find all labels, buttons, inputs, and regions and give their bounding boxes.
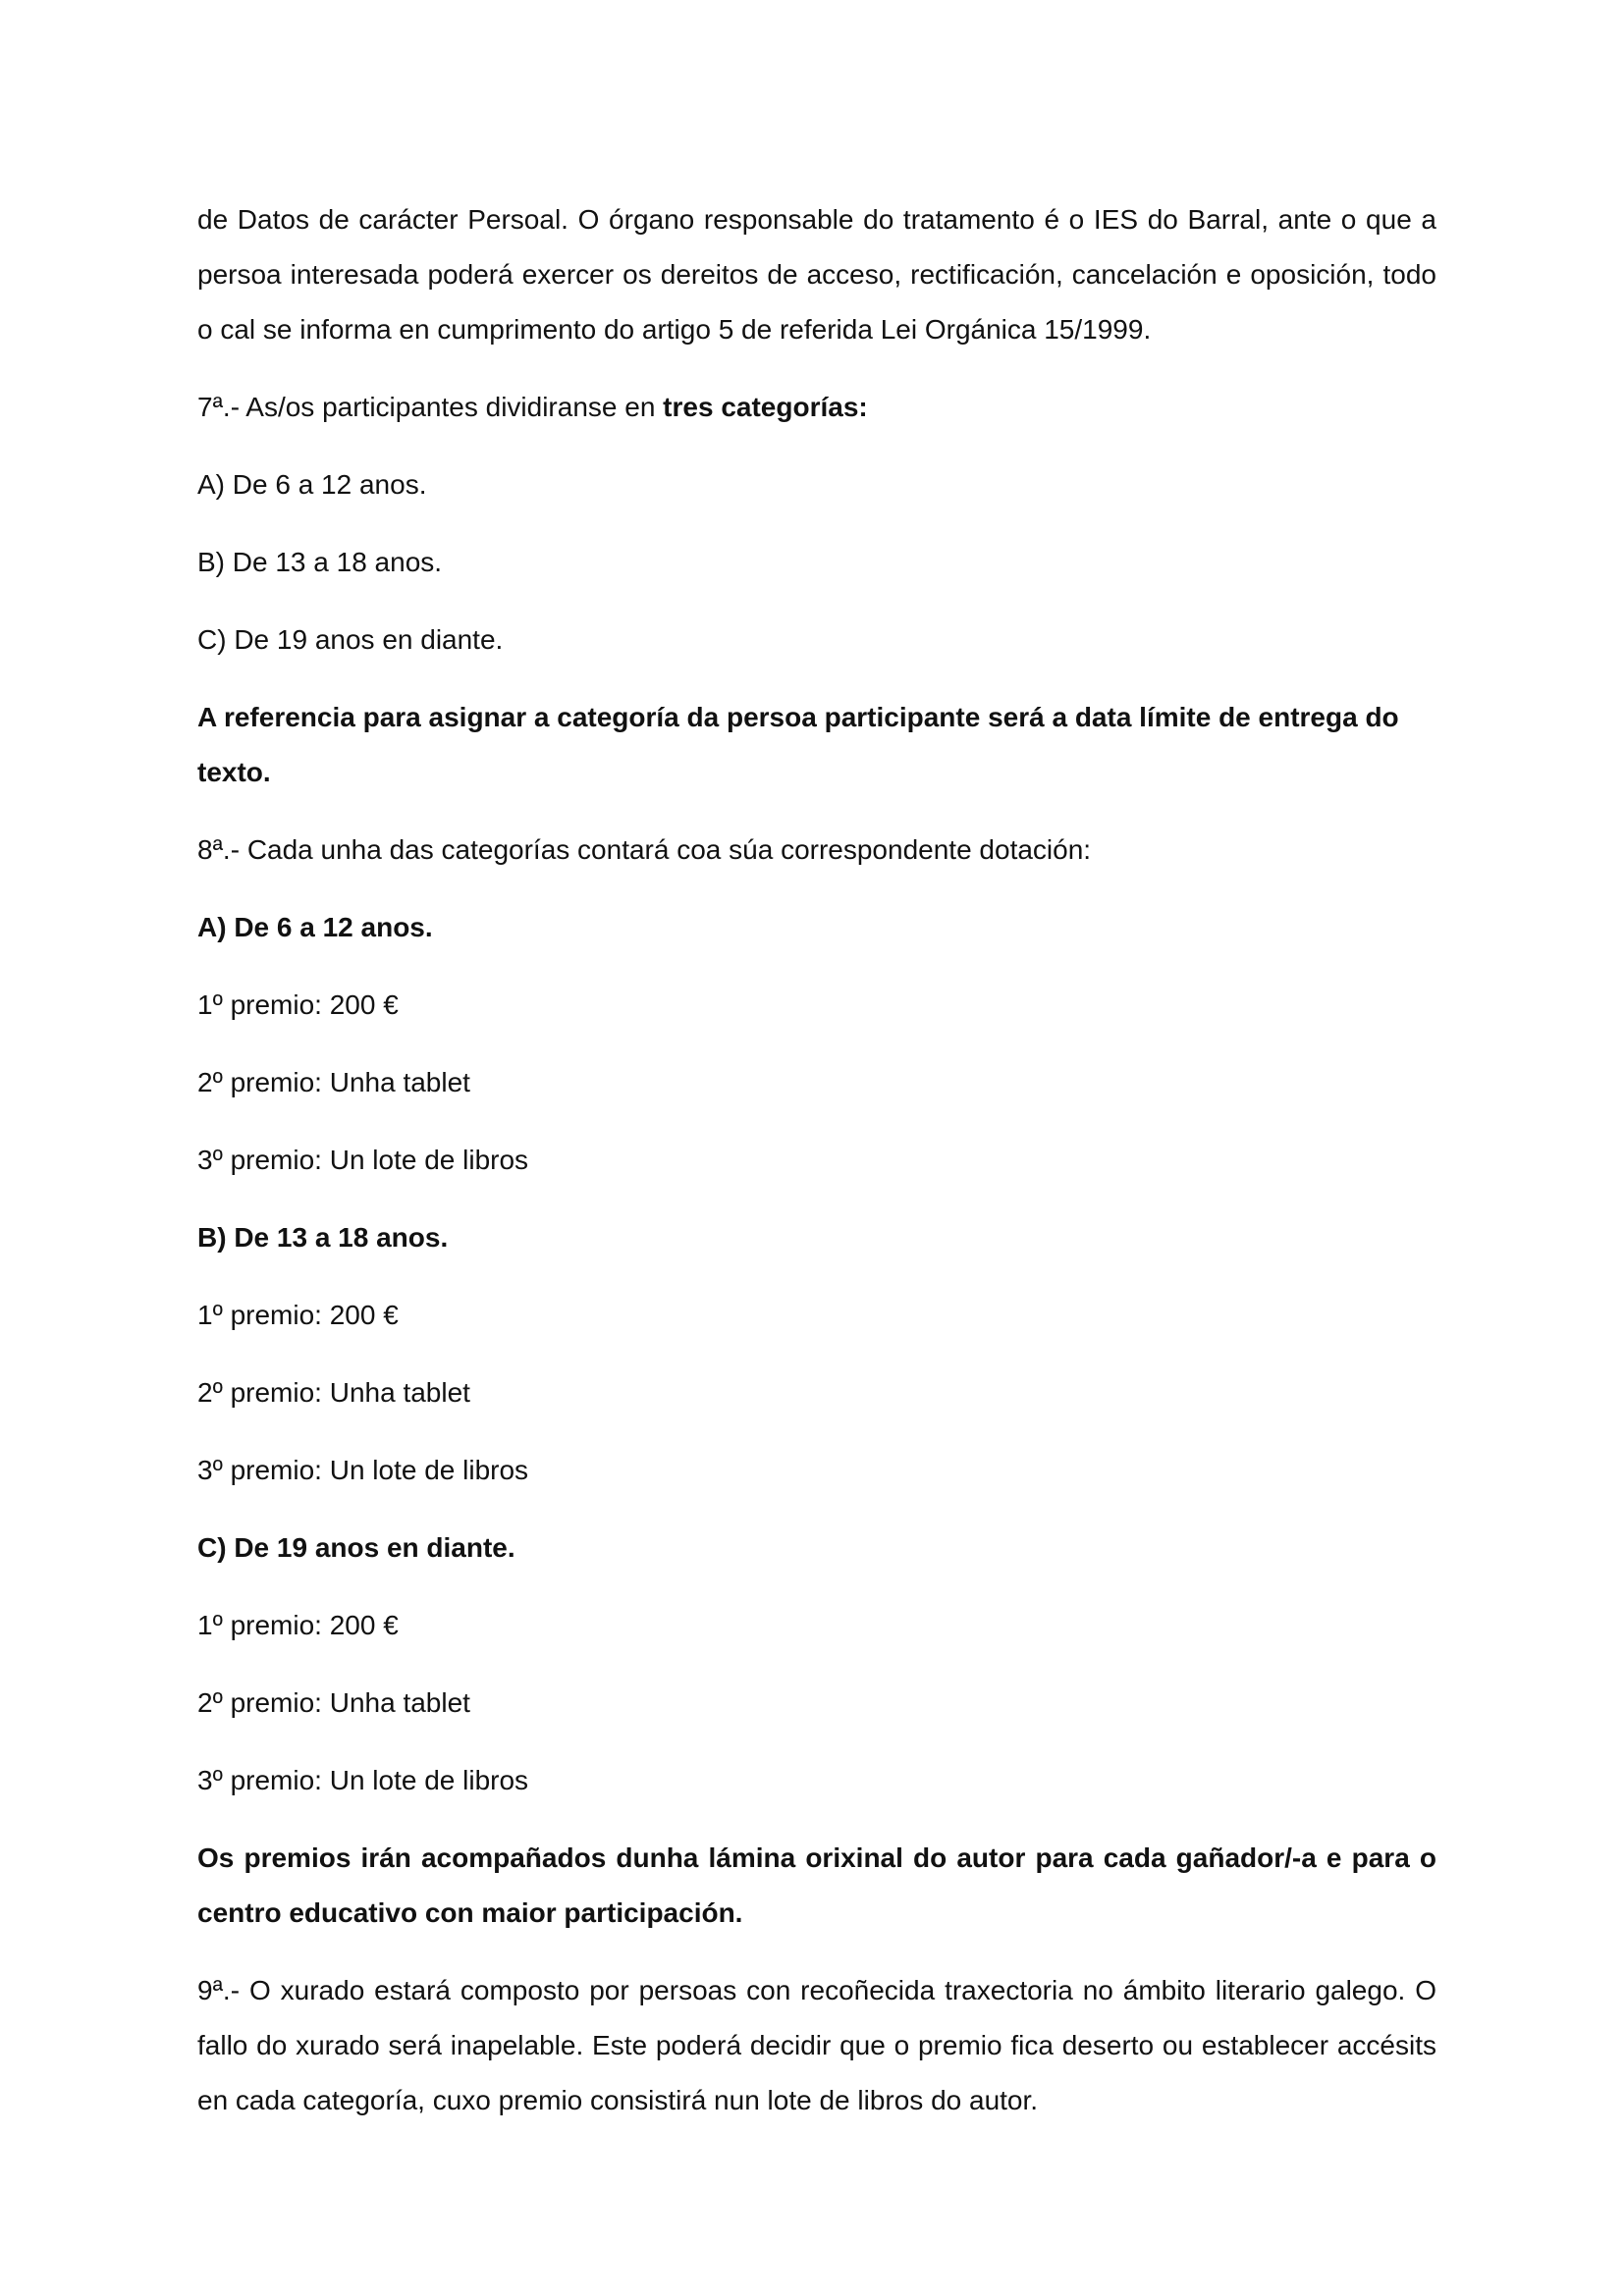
category-c: C) De 19 anos en diante. bbox=[197, 624, 504, 655]
prize-item: 2º premio: Unha tablet bbox=[197, 1067, 470, 1097]
prize-item: 2º premio: Unha tablet bbox=[197, 1377, 470, 1408]
prize-item: 3º premio: Un lote de libros bbox=[197, 1455, 529, 1485]
category-b: B) De 13 a 18 anos. bbox=[197, 547, 443, 577]
prize-item: 3º premio: Un lote de libros bbox=[197, 1765, 529, 1795]
category-a: A) De 6 a 12 anos. bbox=[197, 469, 427, 500]
prize-item: 1º premio: 200 € bbox=[197, 1300, 399, 1330]
prize-group-heading-c: C) De 19 anos en diante. bbox=[197, 1532, 515, 1563]
prizes-note: Os premios irán acompañados dunha lámina orixinal do autor para cada gañador/-a e para o centro educativo con maior participación. bbox=[197, 1842, 1436, 1928]
paragraph-rule-9: 9ª.- O xurado estará composto por persoas con recoñecida traxectoria no ámbito literario galego. O fallo do xurado será inapelable. Este poderá decidir que o premio fica deserto ou establecer accésits en cada categoría, cuxo premio consistirá nun lote de libros do autor. bbox=[197, 1975, 1436, 2115]
prize-item: 1º premio: 200 € bbox=[197, 989, 399, 1020]
rule-7-text: 7ª.- As/os participantes dividiranse en bbox=[197, 392, 664, 422]
prize-group-heading-b: B) De 13 a 18 anos. bbox=[197, 1222, 449, 1253]
prize-group-heading-a: A) De 6 a 12 anos. bbox=[197, 912, 433, 942]
prize-item: 2º premio: Unha tablet bbox=[197, 1687, 470, 1718]
prize-item: 3º premio: Un lote de libros bbox=[197, 1145, 529, 1175]
prize-item: 1º premio: 200 € bbox=[197, 1610, 399, 1640]
category-reference-note: A referencia para asignar a categoría da persoa participante será a data límite de entrega do texto. bbox=[197, 702, 1399, 787]
rule-7-bold-text: tres categorías: bbox=[663, 392, 868, 422]
paragraph-rule-7 bbox=[197, 380, 1436, 435]
paragraph-data-protection: de Datos de carácter Persoal. O órgano responsable do tratamento é o IES do Barral, ante o que a persoa interesada poderá exercer os dereitos de acceso, rectificación, cancelación e oposición, todo o cal se informa en cumprimento do artigo 5 de referida Lei Orgánica 15/1999. bbox=[197, 204, 1436, 345]
paragraph-rule-8: 8ª.- Cada unha das categorías contará coa súa correspondente dotación: bbox=[197, 834, 1092, 865]
document-body bbox=[197, 192, 1436, 2128]
